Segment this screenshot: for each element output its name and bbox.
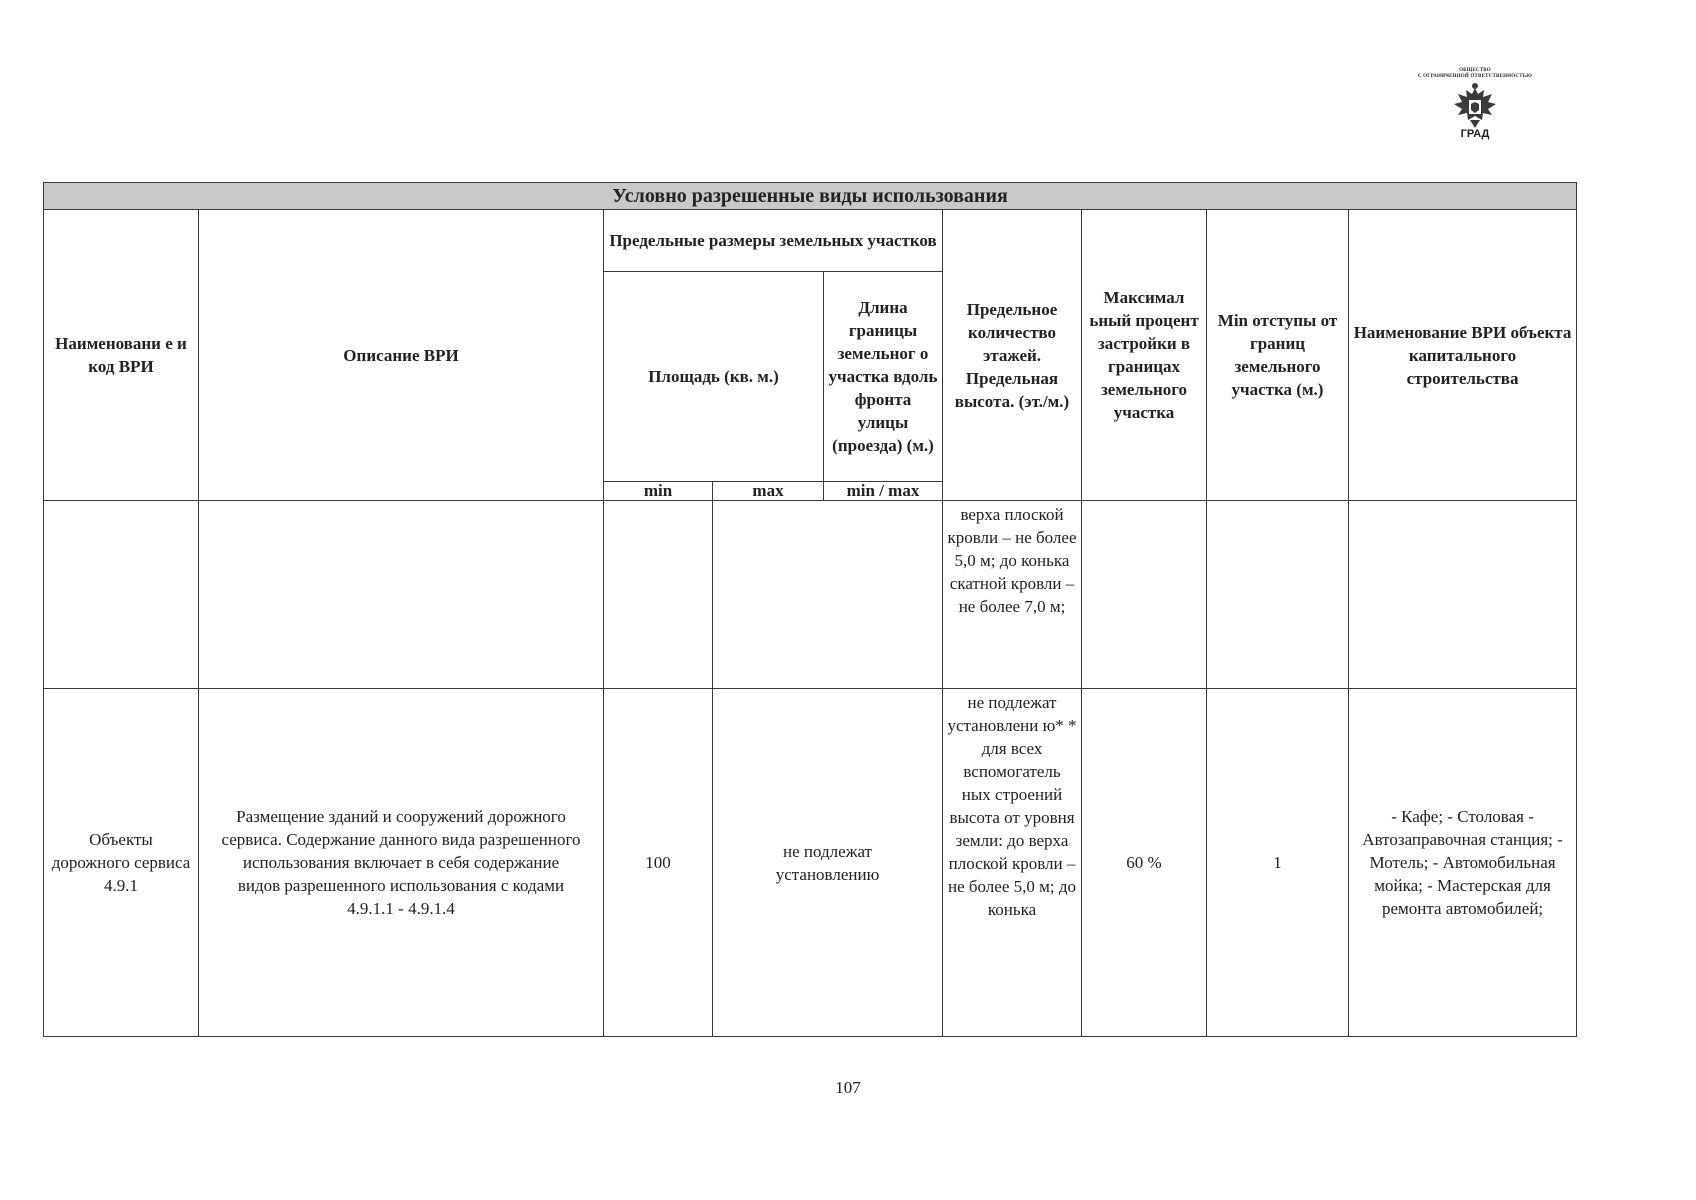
header-coverage: Максимал ьный процент застройки в границах земельного участка (1082, 210, 1207, 501)
cell-setbacks: 1 (1207, 689, 1349, 1037)
header-setbacks: Min отступы от границ земельного участка (м.) (1207, 210, 1349, 501)
header-frontage: Длина границы земельног о участка вдоль фронта улицы (проезда) (м.) (824, 272, 943, 482)
table-title: Условно разрешенные виды использования (44, 183, 1577, 210)
table-row (44, 689, 1577, 1037)
cell-description: Размещение зданий и сооружений дорожного сервиса. Содержание данного вида разрешенного использования включает в себя содержание видов разрешенного использования с кодами 4.9.1.1 - 4.9.1.4 (199, 689, 604, 1037)
cell-area-max: не подлежат установлению (713, 689, 943, 1037)
cell-name-code: Объекты дорожного сервиса 4.9.1 (44, 689, 199, 1037)
cell-building-name: - Кафе; - Столовая - Автозаправочная станция; - Мотель; - Автомобильная мойка; - Мастерская для ремонта автомобилей; (1349, 689, 1577, 1037)
header-name-code: Наименовани е и код ВРИ (44, 210, 199, 501)
cell-description (199, 501, 604, 689)
header-min-max: min / max (824, 482, 943, 501)
land-use-table (43, 182, 1577, 1037)
header-limits-group: Предельные размеры земельных участков (604, 210, 943, 272)
cell-setbacks (1207, 501, 1349, 689)
page-number: 107 (835, 1078, 861, 1097)
cell-area-min (604, 501, 713, 689)
company-logo (1390, 68, 1560, 156)
land-use-table-container (43, 182, 1576, 1037)
header-description: Описание ВРИ (199, 210, 604, 501)
double-headed-eagle-icon (1452, 82, 1498, 130)
cell-floors: верха плоской кровли – не более 5,0 м; до конька скатной кровли – не более 7,0 м; (943, 501, 1082, 689)
header-area: Площадь (кв. м.) (604, 272, 824, 482)
cell-floors: не подлежат установлени ю* * для всех вспомогатель ных строений высота от уровня земли: до верха плоской кровли – не более 5,0 м; до конька (943, 689, 1082, 1037)
header-building-name: Наименование ВРИ объекта капитального строительства (1349, 210, 1577, 501)
cell-area-min: 100 (604, 689, 713, 1037)
cell-area-max (713, 501, 943, 689)
cell-coverage: 60 % (1082, 689, 1207, 1037)
table-row (44, 501, 1577, 689)
header-max: max (713, 482, 824, 501)
cell-building-name (1349, 501, 1577, 689)
cell-name-code (44, 501, 199, 689)
cell-coverage (1082, 501, 1207, 689)
header-floors: Предельное количество этажей. Предельная высота. (эт./м.) (943, 210, 1082, 501)
header-min: min (604, 482, 713, 501)
logo-org-text: ОБЩЕСТВО С ОГРАНИЧЕННОЙ ОТВЕТСТВЕННОСТЬЮ (1417, 68, 1533, 79)
logo-name: ГРАД (1460, 128, 1490, 140)
